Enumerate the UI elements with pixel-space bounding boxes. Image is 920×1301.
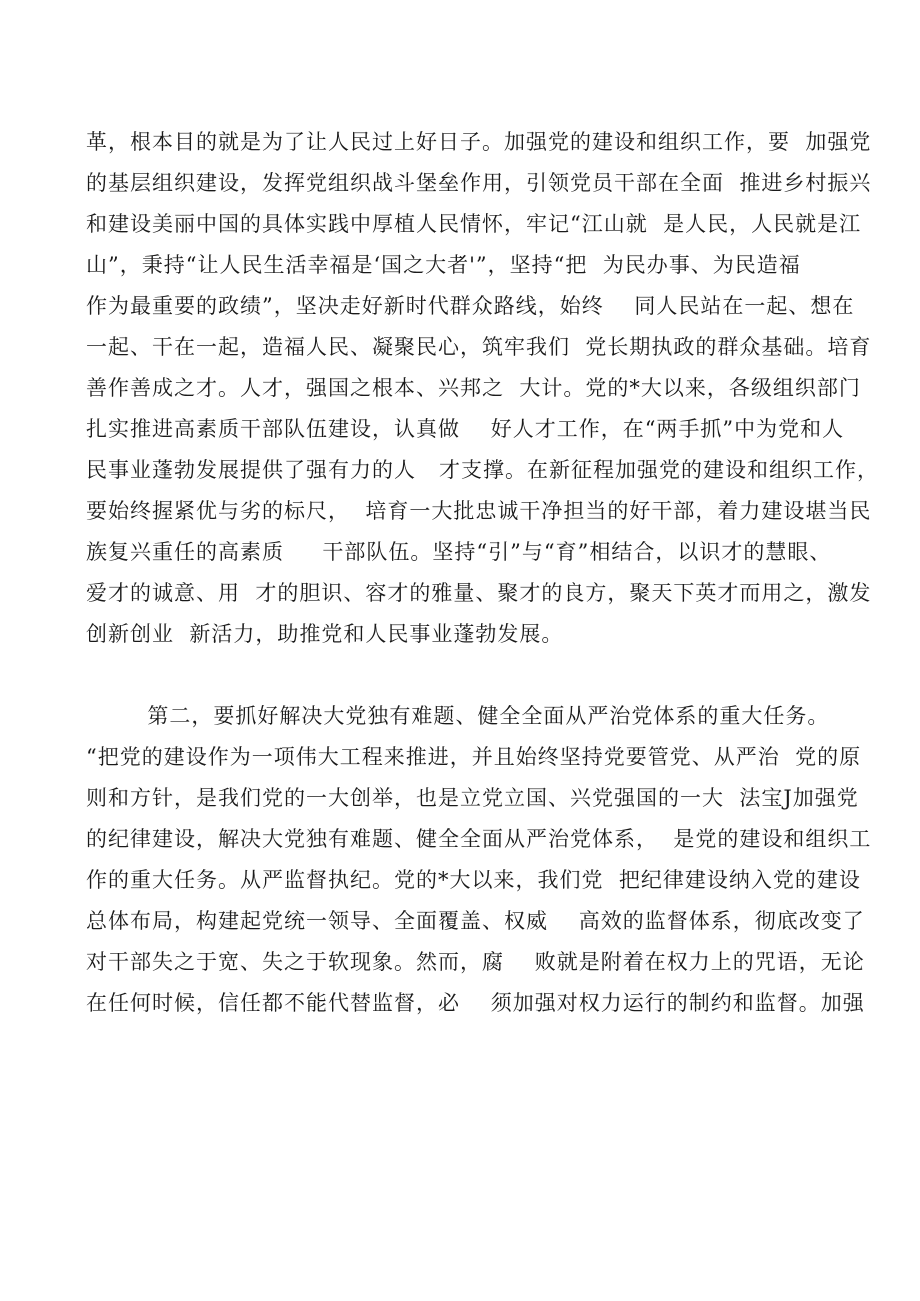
body-text [86, 122, 880, 1024]
text-line: 的纪律建设，解决大党独有难题、健全全面从严治党体系， 是党的建设和组织工 [86, 827, 872, 851]
text-line: 族复兴重任的高素质 干部队伍。坚持“引”与“育”相结合，以识才的慧眼、 [86, 540, 832, 564]
text-line: 的基层组织建设，发挥党组织战斗堡垒作用，引领党员干部在全面 推进乡村振兴 [86, 171, 872, 195]
text-line: 山”，秉持“让人民生活幸福是‘国之大者'”，坚持“把 为民办事、为民造福 [86, 253, 801, 277]
text-line: 民事业蓬勃发展提供了强有力的人 才支撑。在新征程加强党的建设和组织工作， [86, 458, 880, 482]
text-line: 善作善成之才。人才，强国之根本、兴邦之 大计。党的*大以来，各级组织部门 [86, 376, 861, 400]
text-line: 作为最重要的政绩”，坚决走好新时代群众路线，始终 同人民站在一起、想在 [86, 294, 855, 318]
text-line: 革，根本目的就是为了让人民过上好日子。加强党的建设和组织工作，要 加强党 [86, 130, 872, 154]
text-line: 创新创业 新活力，助推党和人民事业蓬勃发展。 [86, 622, 564, 646]
text-line: 作的重大任务。从严监督执纪。党的*大以来，我们党 把纪律建设纳入党的建设 [86, 868, 861, 892]
section-heading-line: 第二，要抓好解决大党独有难题、健全全面从严治党体系的重大任务。 [86, 704, 830, 728]
text-line: 和建设美丽中国的具体实践中厚植人民情怀，牢记“江山就 是人民，人民就是江 [86, 212, 862, 236]
text-line: 爱才的诚意、用 才的胆识、容才的雅量、聚才的良方，聚天下英才而用之，激发 [86, 581, 872, 605]
text-line: 总体布局，构建起党统一领导、全面覆盖、权威 高效的监督体系，彻底改变了 [86, 909, 865, 933]
text-line: 对干部失之于宽、失之于软现象。然而，腐 败就是附着在权力上的咒语，无论 [86, 950, 865, 974]
text-line: 要始终握紧优与劣的标尺， 培育一大批忠诚干净担当的好干部，着力建设堪当民 [86, 499, 872, 523]
text-line: “把党的建设作为一项伟大工程来推进，并且始终坚持党要管党、从严治 党的原 [86, 745, 862, 769]
text-line: 在任何时候，信任都不能代替监督，必 须加强对权力运行的制约和监督。加强 [86, 991, 865, 1015]
text-line: 一起、干在一起，造福人民、凝聚民心，筑牢我们 党长期执政的群众基础。培育 [86, 335, 872, 359]
text-line: 扎实推进高素质干部队伍建设，认真做 好人才工作，在“两手抓”中为党和人 [86, 417, 845, 441]
paragraph-gap [86, 655, 856, 696]
text-line: 则和方针，是我们党的一大创举，也是立党立国、兴党强国的一大 法宝J加强党 [86, 786, 859, 810]
